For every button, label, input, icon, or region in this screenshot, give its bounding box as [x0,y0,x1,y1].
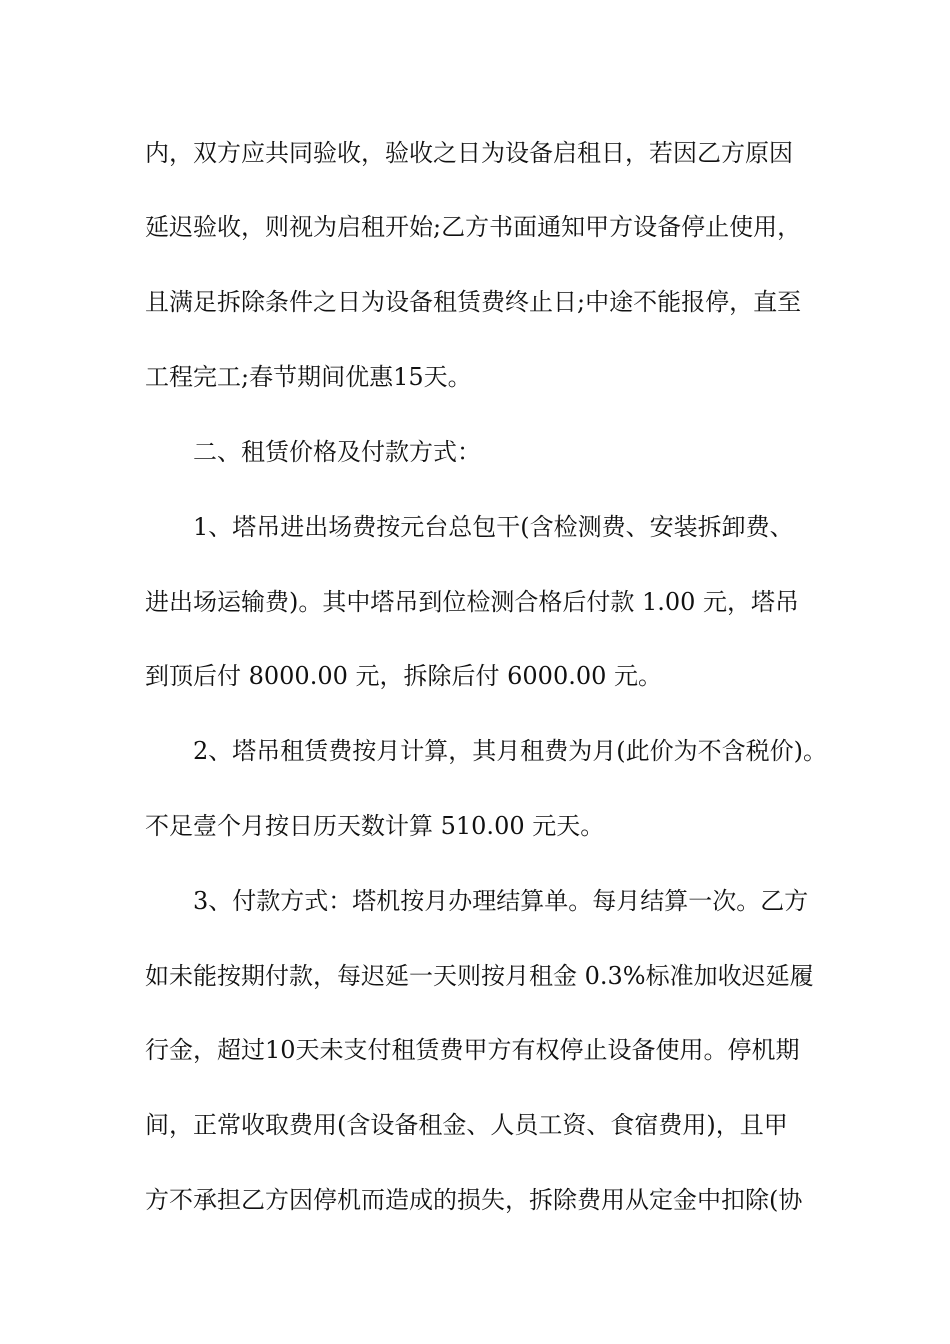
paragraph-line: 行金，超过10天未支付租赁费甲方有权停止设备使用。停机期 [145,1036,800,1064]
paragraph-line: 进出场运输费)。其中塔吊到位检测合格后付款 1.00 元，塔吊 [145,588,800,616]
paragraph-line: 2、塔吊租赁费按月计算，其月租费为月(此价为不含税价)。 [193,737,827,765]
paragraph-line: 如未能按期付款，每迟延一天则按月租金 0.3%标准加收迟延履 [145,962,814,990]
paragraph-line: 1、塔吊进出场费按元台总包干(含检测费、安装拆卸费、 [193,513,794,541]
paragraph-line: 方不承担乙方因停机而造成的损失，拆除费用从定金中扣除(协 [145,1186,803,1214]
section-heading: 二、租赁价格及付款方式： [193,438,481,466]
paragraph-line: 3、付款方式：塔机按月办理结算单。每月结算一次。乙方 [193,887,809,915]
paragraph-line: 且满足拆除条件之日为设备租赁费终止日;中途不能报停，直至 [145,288,802,316]
paragraph-line: 延迟验收，则视为启租开始;乙方书面通知甲方设备停止使用， [145,213,802,241]
paragraph-line: 不足壹个月按日历天数计算 510.00 元天。 [145,812,605,840]
paragraph-line: 内，双方应共同验收，验收之日为设备启租日，若因乙方原因 [145,139,793,167]
paragraph-line: 到顶后付 8000.00 元，拆除后付 6000.00 元。 [145,662,663,690]
paragraph-line: 间，正常收取费用(含设备租金、人员工资、食宿费用)，且甲 [145,1111,788,1139]
paragraph-line: 工程完工;春节期间优惠15天。 [145,363,472,391]
